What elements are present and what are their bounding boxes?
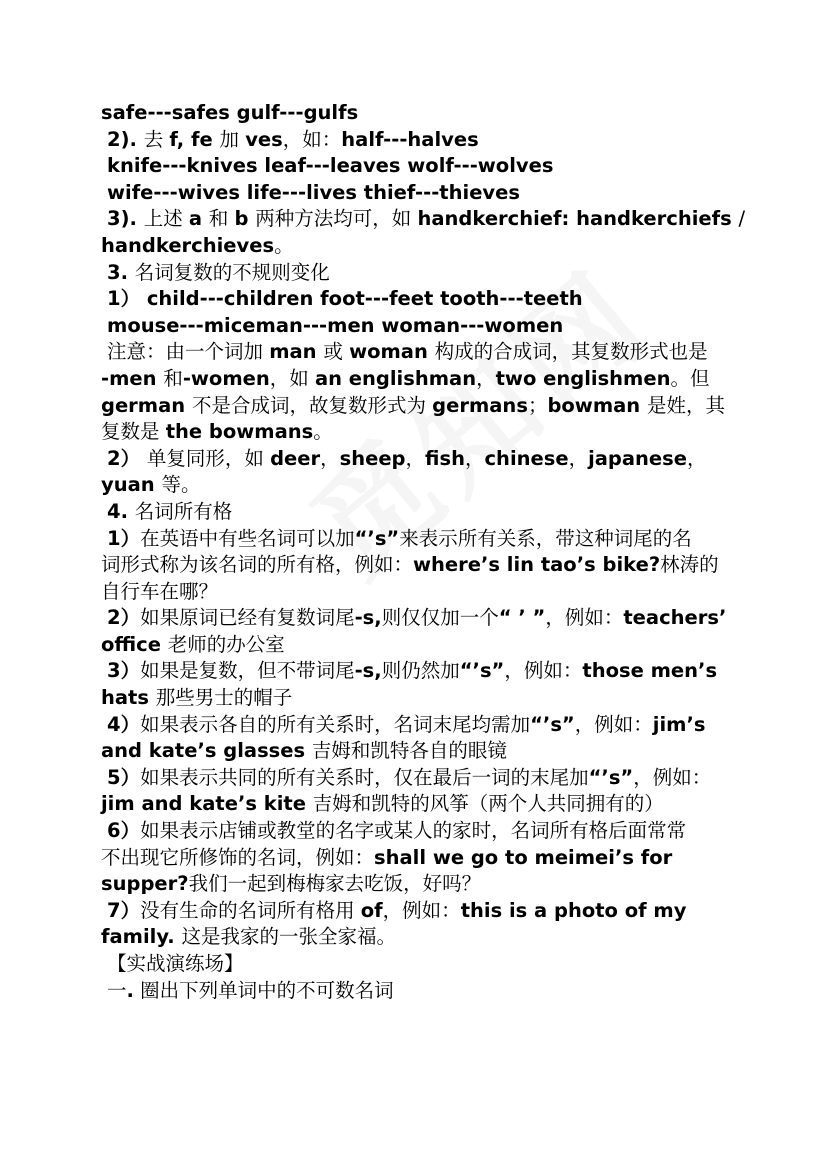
- text-run: 则仍然加: [381, 659, 460, 683]
- bold-text: where’s lin tao’s bike?: [413, 553, 661, 577]
- text-run: ，如：: [282, 127, 342, 151]
- bold-text: b: [234, 207, 256, 231]
- text-run: 是姓，其: [646, 393, 725, 417]
- bold-text: japanese: [588, 446, 687, 470]
- bold-text: 1） child---children foot---feet tooth---teeth: [107, 287, 583, 311]
- bold-text: family.: [101, 925, 182, 949]
- bold-text: 2).: [107, 127, 144, 151]
- bold-text: an englishman: [314, 366, 477, 390]
- bold-text: office: [101, 632, 168, 656]
- text-run: ，例如：: [382, 898, 461, 922]
- text-run: 吉姆和凯特的风筝（两个人共同拥有的）: [312, 792, 664, 816]
- text-run: ，例如：: [574, 712, 653, 736]
- text-line: [101, 286, 761, 313]
- text-run: 去: [143, 127, 170, 151]
- document-body: [101, 100, 761, 1004]
- bold-text: this is a photo of my: [460, 898, 687, 922]
- bold-text: 5）: [107, 765, 141, 789]
- text-run: 圈出下列单词中的不可数名词: [133, 978, 394, 1002]
- text-run: 。但: [670, 366, 710, 390]
- text-line: [101, 924, 761, 951]
- text-run: 名词复数的不规则变化: [134, 260, 330, 284]
- bold-text: 2）: [107, 606, 141, 630]
- bold-text: yuan: [101, 473, 162, 497]
- text-run: 则仅仅加一个: [381, 606, 499, 630]
- text-line: [101, 233, 761, 260]
- text-run: 那些男士的帽子: [155, 686, 293, 710]
- bold-text: -s,: [354, 606, 382, 630]
- bold-text: two englishmen: [495, 366, 671, 390]
- bold-text: 3).: [107, 207, 144, 231]
- text-line: [101, 366, 761, 393]
- text-line: [101, 579, 761, 606]
- text-run: 构成的合成词，其复数形式也是: [434, 340, 708, 364]
- text-run: 吉姆和凯特各自的眼镜: [311, 739, 507, 763]
- bold-text: knife---knives leaf---leaves wolf---wolves: [107, 154, 554, 178]
- bold-text: “’s”: [459, 659, 505, 683]
- text-run: 注意：由一个词加: [107, 340, 270, 364]
- bold-text: ves: [245, 127, 283, 151]
- bold-text: 4.: [107, 499, 135, 523]
- bold-text: 2）: [107, 446, 147, 470]
- text-run: ，: [464, 446, 485, 470]
- bold-text: jim and kate’s kite: [101, 792, 313, 816]
- bold-text: -men: [101, 366, 164, 390]
- text-line: [101, 712, 761, 739]
- text-line: [101, 791, 761, 818]
- text-line: [101, 845, 761, 872]
- text-line: [101, 632, 761, 659]
- bold-text: -s,: [354, 659, 382, 683]
- bold-text: “’s”: [354, 526, 400, 550]
- text-run: 如果表示各自的所有关系时，名词末尾均需加: [140, 712, 531, 736]
- text-line: [101, 260, 761, 287]
- bold-text: fish: [425, 446, 465, 470]
- bold-text: and kate’s glasses: [101, 739, 312, 763]
- text-run: 单复同形，如: [146, 446, 271, 470]
- text-run: /: [738, 207, 746, 231]
- text-run: ，: [687, 446, 707, 470]
- text-run: 和: [163, 366, 183, 390]
- text-run: ，: [568, 446, 589, 470]
- text-run: 我们一起到梅梅家去吃饭，好吗？: [188, 872, 482, 896]
- bold-text: 7）: [107, 898, 141, 922]
- text-line: [101, 100, 761, 127]
- bold-text: deer: [270, 446, 321, 470]
- text-run: 词形式称为该名词的所有格，例如：: [101, 553, 414, 577]
- text-run: 自行车在哪？: [101, 579, 219, 603]
- text-line: [101, 685, 761, 712]
- bold-text: chinese: [484, 446, 569, 470]
- text-run: 两种方法均可，如: [255, 207, 418, 231]
- text-line: [101, 153, 761, 180]
- text-run: 名词所有格: [134, 499, 233, 523]
- text-line: [101, 951, 761, 978]
- text-run: 。: [274, 233, 294, 257]
- text-line: [101, 818, 761, 845]
- bold-text: of: [360, 898, 383, 922]
- text-run: 和: [208, 207, 235, 231]
- bold-text: shall we go to meimei’s for: [374, 845, 673, 869]
- text-line: [101, 127, 761, 154]
- text-run: 如果表示共同的所有关系时，仅在最后一词的末尾加: [140, 765, 589, 789]
- text-run: 没有生命的名词所有格用: [140, 898, 361, 922]
- text-line: [101, 605, 761, 632]
- text-line: [101, 419, 761, 446]
- bold-text: “’s”: [588, 765, 634, 789]
- text-run: ，: [405, 446, 426, 470]
- text-line: [101, 446, 761, 473]
- bold-text: handkerchief: handkerchiefs: [417, 207, 739, 231]
- text-run: 【实战演练场】: [107, 952, 244, 975]
- text-line: [101, 978, 761, 1005]
- bold-text: “ ’ ”: [498, 606, 546, 630]
- bold-text: man: [269, 340, 324, 364]
- text-run: ，例如：: [545, 606, 624, 630]
- bold-text: 3）: [107, 659, 141, 683]
- text-run: ，: [320, 446, 340, 470]
- bold-text: 4）: [107, 712, 141, 736]
- text-run: 老师的办公室: [167, 632, 285, 656]
- text-line: [101, 526, 761, 553]
- bold-text: sheep: [339, 446, 406, 470]
- text-line: [101, 898, 761, 925]
- bold-text: hats: [101, 686, 156, 710]
- text-run: ；: [527, 393, 548, 417]
- bold-text: half---halves: [341, 127, 479, 151]
- text-run: 等。: [161, 473, 201, 497]
- bold-text: safe---safes gulf---gulfs: [101, 101, 359, 124]
- text-run: 不是合成词，故复数形式为: [191, 393, 433, 417]
- bold-text: germans: [432, 393, 528, 417]
- text-run: 如果是复数，但不带词尾: [140, 659, 355, 683]
- bold-text: a: [188, 207, 209, 231]
- text-run: 如果表示店铺或教堂的名字或某人的家时，名词所有格后面常常: [140, 819, 687, 843]
- bold-text: the bowmans: [165, 420, 314, 444]
- bold-text: -women: [182, 366, 270, 390]
- text-run: 这是我家的一张全家福。: [181, 925, 396, 949]
- bold-text: bowman: [547, 393, 647, 417]
- text-line: [101, 206, 761, 233]
- text-line: [101, 339, 761, 366]
- text-run: ，: [476, 366, 496, 390]
- text-line: [101, 313, 761, 340]
- text-line: [101, 765, 761, 792]
- text-line: [101, 393, 761, 420]
- text-run: 如果原词已经有复数词尾: [140, 606, 355, 630]
- text-line: [101, 738, 761, 765]
- text-run: ，例如：: [633, 765, 712, 789]
- text-line: [101, 552, 761, 579]
- bold-text: supper?: [101, 872, 189, 896]
- text-run: 一: [107, 978, 127, 1002]
- bold-text: those men’s: [582, 659, 718, 683]
- text-run: 。: [313, 420, 333, 444]
- bold-text: 6）: [107, 819, 141, 843]
- text-run: 复数是: [101, 420, 166, 444]
- text-run: 不出现它所修饰的名词，例如：: [101, 845, 375, 869]
- bold-text: german: [101, 393, 192, 417]
- bold-text: wife---wives life---lives thief---thieves: [107, 180, 520, 204]
- text-run: ，例如：: [504, 659, 583, 683]
- text-line: [101, 472, 761, 499]
- text-run: 上述: [143, 207, 189, 231]
- bold-text: teachers’: [623, 606, 727, 630]
- bold-text: f, fe: [169, 127, 220, 151]
- text-line: [101, 658, 761, 685]
- text-run: 来表示所有关系，带这种词尾的名: [399, 526, 692, 550]
- bold-text: jim’s: [652, 712, 706, 736]
- text-run: ，如: [269, 366, 315, 390]
- bold-text: .: [126, 978, 134, 1002]
- bold-text: 3.: [107, 260, 135, 284]
- text-line: [101, 499, 761, 526]
- text-run: 林涛的: [660, 553, 719, 577]
- text-run: 或: [323, 340, 350, 364]
- bold-text: handkerchieves: [101, 233, 275, 257]
- bold-text: woman: [349, 340, 435, 364]
- bold-text: 1）: [107, 526, 141, 550]
- text-run: 加: [219, 127, 246, 151]
- bold-text: mouse---miceman---men woman---women: [107, 313, 564, 337]
- text-line: [101, 871, 761, 898]
- text-run: 在英语中有些名词可以加: [140, 526, 355, 550]
- text-line: [101, 180, 761, 207]
- bold-text: “’s”: [530, 712, 575, 736]
